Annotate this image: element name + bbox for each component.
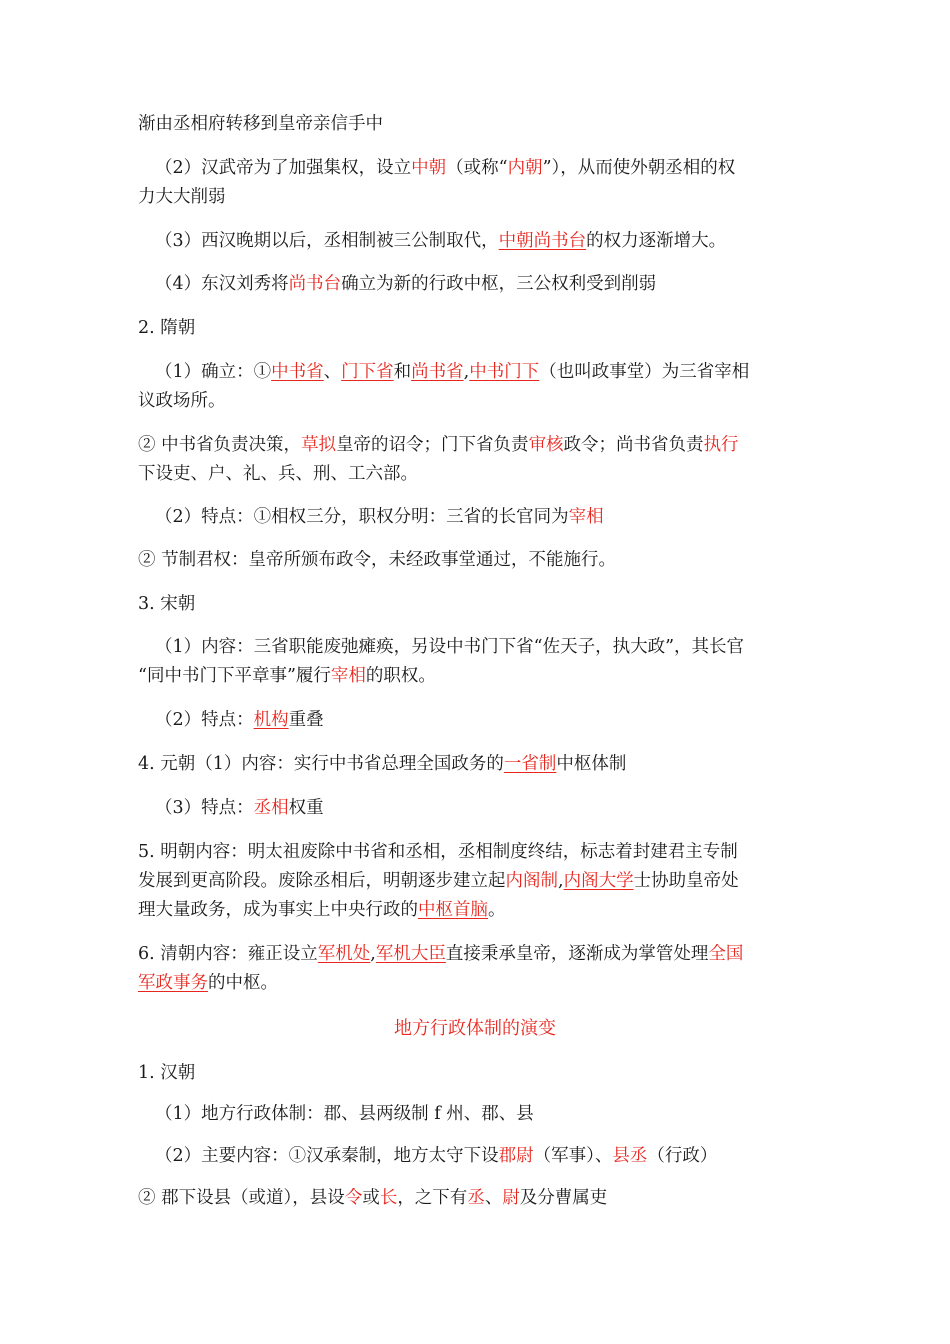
highlight-term: 一省制 (503, 754, 557, 774)
highlight-term: 中朝 (411, 158, 447, 178)
highlight-term: 军机处 (317, 944, 371, 964)
highlight-term: 审核 (528, 435, 564, 455)
text-line: 发展到更高阶段。废除丞相后，明朝逐步建立起内阁制,内阁大学士协助皇帝处 (138, 871, 739, 891)
text-line: （4）东汉刘秀将尚书台确立为新的行政中枢，三公权利受到削弱 (155, 274, 657, 294)
highlight-term: 丞相 (253, 798, 289, 818)
highlight-term: 全国 (708, 944, 744, 964)
highlight-term: 中书省 (271, 362, 324, 382)
highlight-term: 军政事务 (138, 973, 208, 993)
text-line: （1）内容：三省职能废弛瘫痪，另设中书门下省“佐天子，执大政”，其长官 (155, 637, 745, 657)
highlight-term: 内阁制 (505, 871, 558, 891)
text-line: （2）特点：机构重叠 (155, 710, 324, 730)
section-heading: 1. 汉朝 (138, 1063, 196, 1083)
highlight-term: 郡尉 (498, 1146, 534, 1166)
section-heading: 2. 隋朝 (138, 318, 196, 338)
highlight-term: 中枢首脑 (418, 900, 488, 920)
section-heading: 3. 宋朝 (138, 594, 196, 614)
highlight-term: 丞 (467, 1188, 485, 1208)
highlight-term: 内朝 (507, 158, 543, 178)
highlight-term: 内阁大学 (563, 871, 634, 891)
highlight-term: 尚书省 (411, 362, 464, 382)
text-line: 力大大削弱 (138, 187, 226, 207)
text-line: （1）确立：①中书省、门下省和尚书省,中书门下（也叫政事堂）为三省宰相 (155, 362, 750, 382)
highlight-term: 尚书台 (288, 274, 342, 294)
text-line: ② 郡下设县（或道），县设令或长，之下有丞、尉及分曹属吏 (138, 1188, 608, 1208)
text-line: ② 节制君权：皇帝所颁布政令，未经政事堂通过，不能施行。 (138, 550, 617, 570)
text-line: 议政场所。 (138, 391, 226, 411)
text-line: 6. 清朝内容：雍正设立军机处,军机大臣直接秉承皇帝，逐渐成为掌管处理全国 (138, 944, 744, 964)
text-line: ② 中书省负责决策，草拟皇帝的诏令；门下省负责审核政令；尚书省负责执行 (138, 435, 739, 455)
text-line: 下设吏、户、礼、兵、刑、工六部。 (138, 464, 418, 484)
section-title: 地方行政体制的演变 (394, 1018, 556, 1039)
text-line: 理大量政务，成为事实上中央行政的中枢首脑。 (138, 900, 506, 920)
highlight-term: 中书门下 (469, 362, 540, 382)
text-line: 5. 明朝内容：明太祖废除中书省和丞相，丞相制度终结，标志着封建君主专制 (138, 842, 738, 862)
highlight-term: 门下省 (341, 362, 394, 382)
text-line: “同中书门下平章事”履行宰相的职权。 (138, 666, 436, 686)
highlight-term: 令 (344, 1188, 363, 1208)
text-line: 渐由丞相府转移到皇帝亲信手中 (138, 114, 383, 134)
highlight-term: 中朝尚书台 (498, 231, 587, 251)
highlight-term: 长 (379, 1188, 398, 1208)
highlight-term: 执行 (703, 435, 739, 455)
highlight-term: 草拟 (301, 435, 337, 455)
text-line: （2）汉武帝为了加强集权，设立中朝（或称“内朝”），从而使外朝丞相的权 (155, 158, 736, 178)
highlight-term: 机构 (253, 710, 289, 730)
text-line: （3）特点：丞相权重 (155, 798, 324, 818)
highlight-term: 县丞 (612, 1146, 648, 1166)
highlight-term: 尉 (502, 1188, 520, 1208)
text-line: （1）地方行政体制：郡、县两级制 f 州、郡、县 (155, 1104, 534, 1124)
text-line: 4. 元朝（1）内容：实行中书省总理全国政务的一省制中枢体制 (138, 754, 627, 774)
highlight-term: 宰相 (568, 507, 604, 527)
text-line: （2）特点：①相权三分，职权分明：三省的长官同为宰相 (155, 507, 604, 527)
highlight-term: 宰相 (330, 666, 366, 686)
text-line: 军政事务的中枢。 (138, 973, 278, 993)
text-line: （3）西汉晚期以后，丞相制被三公制取代，中朝尚书台的权力逐渐增大。 (155, 231, 727, 251)
text-line: （2）主要内容：①汉承秦制，地方太守下设郡尉（军事）、县丞（行政） (155, 1146, 718, 1166)
highlight-term: 军机大臣 (375, 944, 446, 964)
